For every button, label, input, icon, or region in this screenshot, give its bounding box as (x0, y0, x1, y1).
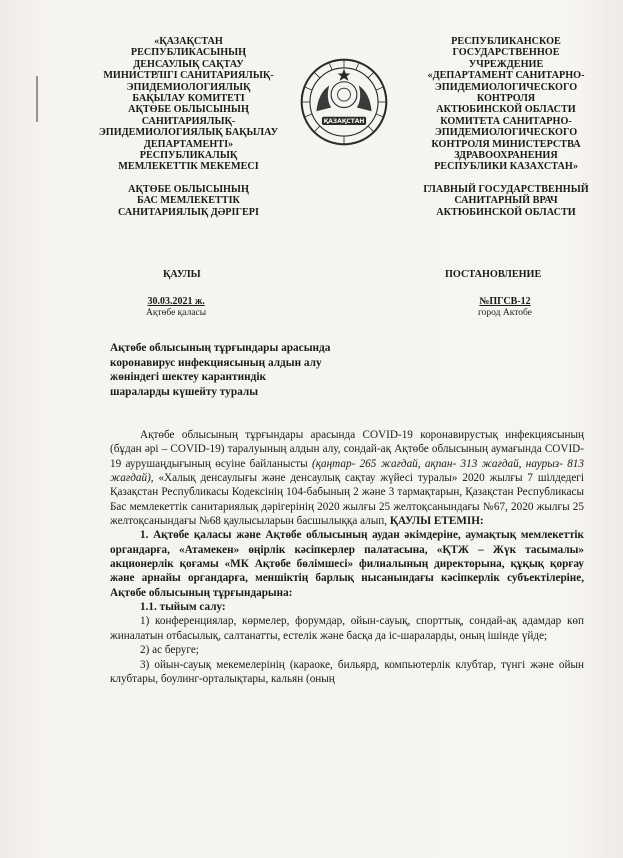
case-statistics: (қаңтар- 265 жағдай, ақпан- 313 жағдай, наурыз- 813 жағдай) (110, 457, 584, 485)
number-block (478, 296, 532, 318)
left-org-line: БАҚЫЛАУ КОМИТЕТІ (132, 93, 245, 105)
left-position-line: САНИТАРИЯЛЫҚ ДӘРІГЕРІ (118, 206, 259, 218)
left-org-line: ДЕПАРТАМЕНТІ» (143, 138, 234, 150)
right-org-line: РЕСПУБЛИКАНСКОЕ (451, 36, 561, 47)
right-org-name (400, 36, 612, 173)
left-org-line: ЭПИДЕМИОЛОГИЯЛЫҚ (126, 81, 251, 93)
left-org-line: РЕСПУБЛИКАЛЫҚ (139, 150, 238, 162)
preamble-text-2: , «Халық денсаулығы және денсаулық сақтау жүйесі туралы» 2020 жылғы 7 шілдедегі Қазақстан Республикасы Кодексінің 104-бабының 2 және 3 тармақтарын, Қазақстан Республикасы Бас мемлекеттік санитариялық дәрігерінің 2020 жылғы 25 желтоқсанындағы №67, 2020 жылғы 25 желтоқсанындағы №68 қаулысыларын басшылыққа алып, (110, 472, 584, 528)
city-ru: город Актобе (478, 308, 532, 318)
left-org-line: АҚТӨБЕ ОБЛЫСЫНЫҢ (128, 104, 249, 116)
header-left (86, 36, 291, 218)
paragraph-subitem-3: 3) ойын-сауық мекемелерінің (караоке, бильярд, компьютерлік клубтар, түнгі және ойын клубтары, боулинг-орталықтары, кальян (оның (110, 658, 584, 685)
document-title (110, 341, 330, 400)
right-org-line: ЭПИДЕМИОЛОГИЧЕСКОГО (434, 81, 578, 93)
right-org-line: ЭПИДЕМИОЛОГИЧЕСКОГО (434, 127, 578, 139)
preamble-text: Ақтөбе облысының тұрғындары арасында COVID-19 коронавирустық инфекциясының (бұдан әрі – COVID-19) таралуының алдын алу, сондай-ақ Ақтөбе облысының аумағында COVID-19 аурушаңдығының өсуіне байланысты (110, 429, 584, 470)
right-org-line: КОНТРОЛЯ МИНИСТЕРСТВА (431, 138, 581, 150)
left-org-line: ЭПИДЕМИОЛОГИЯЛЫҚ БАҚЫЛАУ (98, 127, 279, 139)
city-kz: Ақтөбе қаласы (146, 308, 207, 318)
left-org-line: МИНИСТРЛІГІ САНИТАРИЯЛЫҚ- (103, 70, 274, 82)
right-org-line: «ДЕПАРТАМЕНТ САНИТАРНО- (427, 70, 585, 82)
right-position-line: ГЛАВНЫЙ ГОСУДАРСТВЕННЫЙ (423, 183, 589, 195)
right-org-line: УЧРЕЖДЕНИЕ (468, 58, 544, 70)
doc-type-ru: ПОСТАНОВЛЕНИЕ (445, 269, 542, 280)
document-date: 30.03.2021 ж. (147, 296, 205, 307)
right-org-line: ЗДРАВООХРАНЕНИЯ (454, 150, 558, 162)
document-number: №ПГСВ-12 (479, 296, 531, 307)
right-org-line: РЕСПУБЛИКИ КАЗАХСТАН» (434, 161, 578, 173)
left-position-line: АҚТӨБЕ ОБЛЫСЫНЫҢ (128, 183, 249, 195)
paragraph-item-1: 1. Ақтөбе қаласы және Ақтөбе облысының аудан әкімдеріне, аумақтық мемлекеттік органдарға, «Атамекен» өңірлік кәсіпкерлер палатасына, «ҚТЖ – Жүк тасымалы» акционерлік қоғамы «МК Ақтөбе бөлімшесі» филиалының директорына, құқық қорғау және арнайы органдарға, меншіктің барлық нысанындағы кәсіпкерлік субъектілеріне, Ақтөбе облысының тұрғындарына: (110, 529, 584, 599)
state-emblem-icon (298, 56, 390, 148)
document-body (110, 428, 584, 686)
paragraph-subitem-2: 2) ас беруге; (140, 644, 199, 657)
header-right (400, 36, 612, 218)
right-org-line: ГОСУДАРСТВЕННОЕ (452, 47, 560, 59)
title-line: жөніндегі шектеу карантиндік (110, 371, 266, 384)
right-position-line: САНИТАРНЫЙ ВРАЧ (454, 195, 558, 207)
left-org-line: ДЕНСАУЛЫҚ САҚТАУ (133, 58, 244, 70)
title-line: шараларды күшейту туралы (110, 386, 259, 399)
left-org-line: САНИТАРИЯЛЫҚ- (141, 115, 236, 127)
left-org-line: РЕСПУБЛИКАСЫНЫҢ (130, 47, 247, 59)
title-line: Ақтөбе облысының тұрғындары арасында (110, 342, 331, 354)
right-position (400, 184, 612, 218)
left-org-name (86, 36, 291, 173)
date-block (146, 296, 206, 318)
emblem-text: ҚАЗАҚСТАН (323, 118, 365, 126)
resolution-phrase: ҚАУЛЫ ЕТЕМІН: (389, 515, 484, 528)
right-position-line: АКТЮБИНСКОЙ ОБЛАСТИ (436, 206, 576, 218)
left-org-line: МЕМЛЕКЕТТІК МЕКЕМЕСІ (118, 161, 259, 173)
left-position (86, 184, 291, 218)
left-org-line: «ҚАЗАҚСТАН (154, 36, 223, 47)
title-line: коронавирус инфекциясының алдын алу (110, 356, 322, 369)
margin-pen-mark (36, 76, 38, 122)
doc-type-kz: ҚАУЛЫ (163, 269, 201, 280)
right-org-line: КОМИТЕТА САНИТАРНО- (440, 115, 572, 127)
paragraph-preamble (110, 428, 584, 528)
right-org-line: АКТЮБИНСКОЙ ОБЛАСТИ (436, 104, 576, 116)
paragraph-item-1-1: 1.1. тыйым салу: (140, 601, 226, 614)
left-position-line: БАС МЕМЛЕКЕТТІК (137, 195, 240, 207)
right-org-line: КОНТРОЛЯ (476, 93, 536, 105)
paragraph-subitem-1: 1) конференциялар, көрмелер, форумдар, ойын-сауық, спорттық, сондай-ақ адамдар көп жиналатын отбасылық, салтанатты, естелік және басқа да іс-шараларды, оның ішінде үйде; (110, 615, 584, 642)
